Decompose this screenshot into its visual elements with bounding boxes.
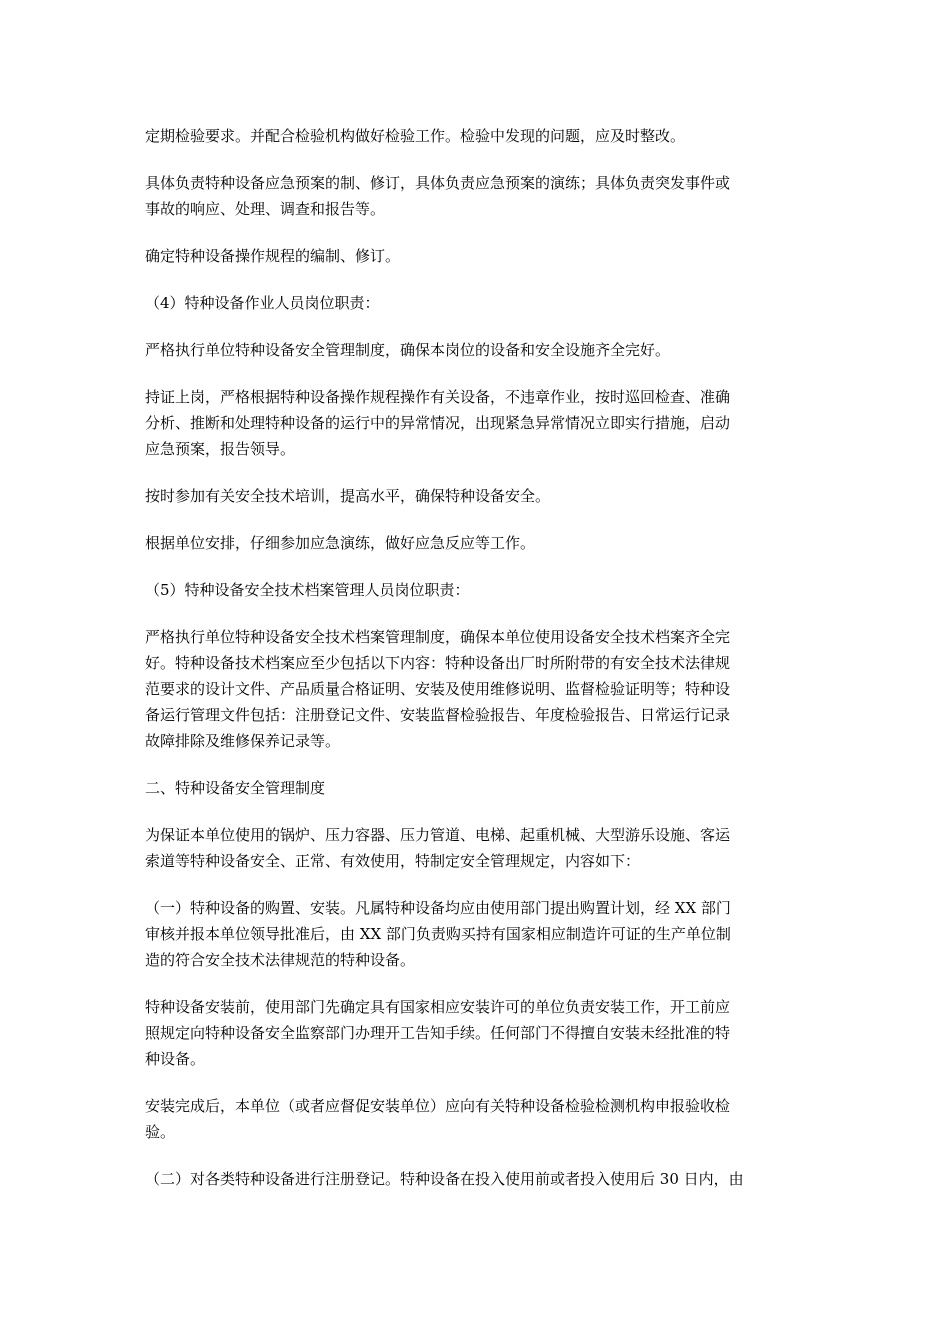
paragraph-training: 按时参加有关安全技术培训，提高水平，确保特种设备安全。 xyxy=(145,487,551,505)
paragraph-certified-operation: 持证上岗，严格根据特种设备操作规程操作有关设备，不违章作业，按时巡回检查、准确 分析、推断和处理特种设备的运行中的异常情况，出现紧急异常情况立即实行措施，启动 应急预案，报告领导。 xyxy=(145,388,731,458)
paragraph-strict-execution: 严格执行单位特种设备安全管理制度，确保本岗位的设备和安全设施齐全完好。 xyxy=(145,341,671,359)
paragraph-registration: （二）对各类特种设备进行注册登记。特种设备在投入使用前或者投入使用后 30 日内，由 xyxy=(145,1170,744,1188)
heading-safety-management-system: 二、特种设备安全管理制度 xyxy=(145,779,326,797)
paragraph-emergency-plan: 具体负责特种设备应急预案的制、修订，具体负责应急预案的演练；具体负责突发事件或 事故的响应、处理、调查和报告等。 xyxy=(145,174,731,218)
paragraph-purchase-installation: （一）特种设备的购置、安装。凡属特种设备均应由使用部门提出购置计划，经 XX 部门 审核并报本单位领导批准后，由 XX 部门负责购买持有国家相应制造许可证的生产单位制 造的符合安全技术法律规范的特种设备。 xyxy=(145,899,731,969)
heading-operator-duties: （4）特种设备作业人员岗位职责： xyxy=(145,294,380,312)
paragraph-post-installation: 安装完成后，本单位（或者应督促安装单位）应向有关特种设备检验检测机构申报验收检 验。 xyxy=(145,1097,731,1141)
paragraph-periodic-inspection: 定期检验要求。并配合检验机构做好检验工作。检验中发现的问题，应及时整改。 xyxy=(145,127,686,145)
paragraph-drills: 根据单位安排，仔细参加应急演练，做好应急反应等工作。 xyxy=(145,534,536,552)
paragraph-operating-procedures: 确定特种设备操作规程的编制、修订。 xyxy=(145,247,401,265)
paragraph-pre-installation: 特种设备安装前，使用部门先确定具有国家相应安装许可的单位负责安装工作，开工前应 照规定向特种设备安全监察部门办理开工告知手续。任何部门不得擅自安装未经批准的特 种设备。 xyxy=(145,998,731,1068)
document-body xyxy=(145,123,810,1213)
paragraph-archive-management: 严格执行单位特种设备安全技术档案管理制度，确保本单位使用设备安全技术档案齐全完 好。特种设备技术档案应至少包括以下内容：特种设备出厂时所附带的有安全技术法律规 范要求的设计文件、产品质量合格证明、安装及使用维修说明、监督检验证明等；特种设 备运行管理文件包括：注册登记文件、安装监督检验报告、年度检验报告、日常运行记录 故障排除及维修保养记录等。 xyxy=(145,628,731,750)
paragraph-purpose: 为保证本单位使用的锅炉、压力容器、压力管道、电梯、起重机械、大型游乐设施、客运 索道等特种设备安全、正常、有效使用，特制定安全管理规定，内容如下： xyxy=(145,826,731,870)
heading-archive-manager-duties: （5）特种设备安全技术档案管理人员岗位职责： xyxy=(145,581,470,599)
